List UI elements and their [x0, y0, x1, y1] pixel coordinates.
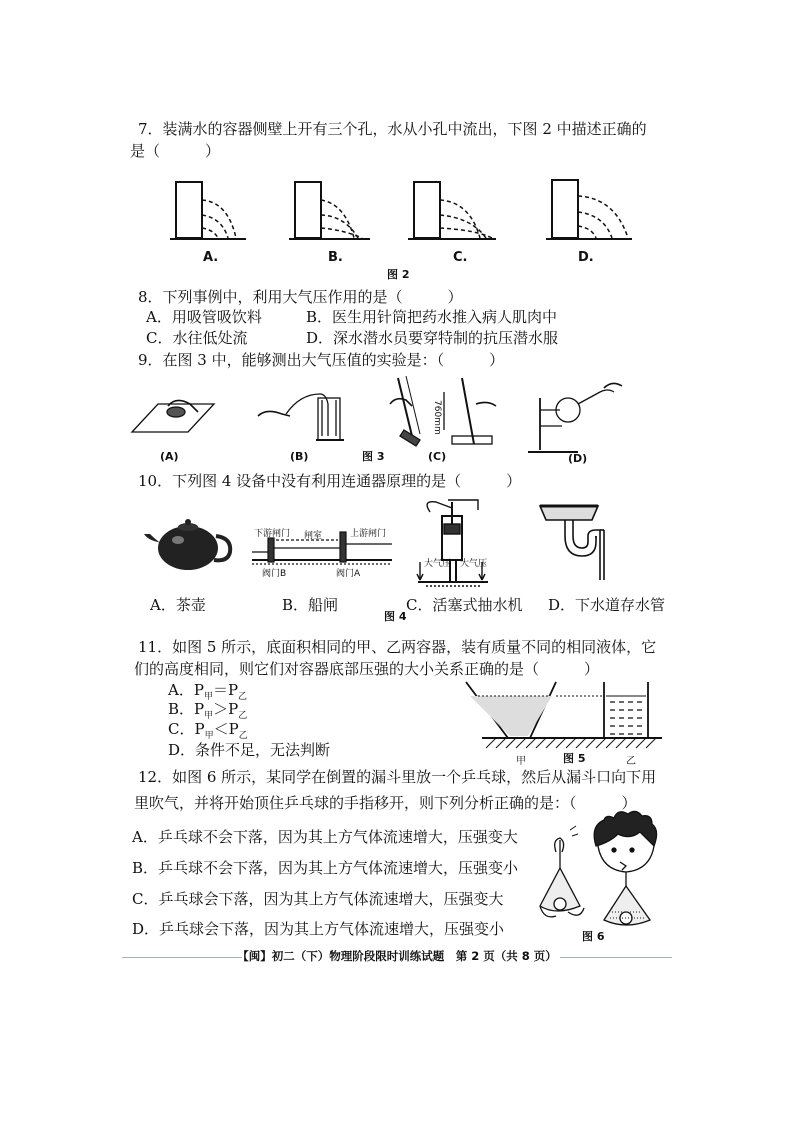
q11-option-b: B．$P_甲>P_乙$	[168, 700, 248, 721]
q10-stem: 10．下列图 4 设备中没有利用连通器原理的是（ ）	[138, 472, 522, 490]
lock-label-valve-b: 阀门B	[262, 569, 287, 579]
q12-option-a: A．乒乓球不会下落，因为其上方气体流速增大，压强变大	[132, 828, 518, 846]
q11-stem-line2: 们的高度相同，则它们对容器底部压强的大小关系正确的是（ ）	[134, 660, 600, 678]
q10-option-d: D．下水道存水管	[548, 596, 666, 614]
figure-4-caption: 图 4	[384, 610, 407, 623]
q9-stem: 9．在图 3 中，能够测出大气压值的实验是：（ ）	[138, 351, 505, 369]
q7-choice-c: C.	[453, 250, 468, 265]
q12-option-d: D．乒乓球会下落，因为其上方气体流速增大，压强变小	[132, 920, 505, 938]
q11-option-c: C．$P_甲<P_乙$	[168, 720, 248, 741]
q7-choice-b: B.	[328, 250, 343, 265]
q8-option-b: B．医生用针筒把药水推入病人肌肉中	[306, 308, 558, 326]
q8-option-a: A．用吸管吸饮料	[146, 308, 262, 326]
q11-option-d: D．条件不足，无法判断	[168, 741, 331, 759]
figure-5-caption: 图 5	[563, 752, 586, 765]
q12-stem-line2: 里吹气，并将开始顶住乒乓球的手指移开，则下列分析正确的是：（ ）	[134, 794, 637, 812]
lock-label-downstream-gate: 下游闸门	[254, 529, 291, 539]
q7-choice-a: A.	[203, 250, 219, 265]
q12-option-c: C．乒乓球会下落，因为其上方气体流速增大，压强变大	[132, 890, 504, 908]
q8-stem: 8．下列事例中，利用大气压作用的是（ ）	[138, 288, 463, 306]
lock-label-chamber: 闸室	[304, 531, 323, 541]
q10-option-c: C．活塞式抽水机	[406, 596, 523, 614]
q11-left-label: 甲	[516, 756, 526, 767]
torricelli-height-label: 760mm	[432, 400, 442, 435]
q11-right-label: 乙	[626, 756, 636, 767]
q12-stem-line1: 12．如图 6 所示，某同学在倒置的漏斗里放一个乒乓球，然后从漏斗口向下用	[138, 768, 657, 786]
q12-option-b: B．乒乓球不会下落，因为其上方气体流速增大，压强变小	[132, 859, 519, 877]
figure-3-caption: 图 3	[362, 450, 385, 463]
q9-label-a: (A)	[160, 450, 179, 463]
q8-option-c: C．水往低处流	[146, 329, 248, 347]
funnel-with-hand	[540, 826, 584, 917]
lock-label-upstream-gate: 上游闸门	[350, 529, 387, 539]
figure-2-caption: 图 2	[387, 268, 410, 281]
q9-label-c: (C)	[428, 450, 447, 463]
q9-label-d: (D)	[568, 452, 588, 465]
page-footer: 【闽】初二（下）物理阶段限时训练试题 第 2 页（共 8 页）	[237, 949, 557, 963]
pump-label-atm-right: 大气压	[460, 559, 488, 569]
q7-stem-line1: 7．装满水的容器侧壁上开有三个孔，水从小孔中流出，下图 2 中描述正确的	[138, 120, 647, 138]
q8-option-d: D．深水潜水员要穿特制的抗压潜水服	[306, 329, 559, 347]
q11-option-a: A．$P_甲=P_乙$	[168, 681, 248, 702]
q10-option-a: A．茶壶	[150, 596, 206, 614]
q7-stem-line2: 是（ ）	[130, 142, 221, 160]
pump-label-atm-left: 大气压	[424, 559, 452, 569]
q11-stem-line1: 11．如图 5 所示，底面积相同的甲、乙两容器，装有质量不同的相同液体，它	[138, 638, 657, 656]
figure-6-caption: 图 6	[582, 930, 605, 943]
q9-label-b: (B)	[290, 450, 309, 463]
q7-choice-d: D.	[578, 250, 594, 265]
lock-label-valve-a: 阀门A	[336, 569, 361, 579]
boy-blowing-funnel	[594, 811, 656, 925]
q10-option-b: B．船闸	[282, 596, 339, 614]
